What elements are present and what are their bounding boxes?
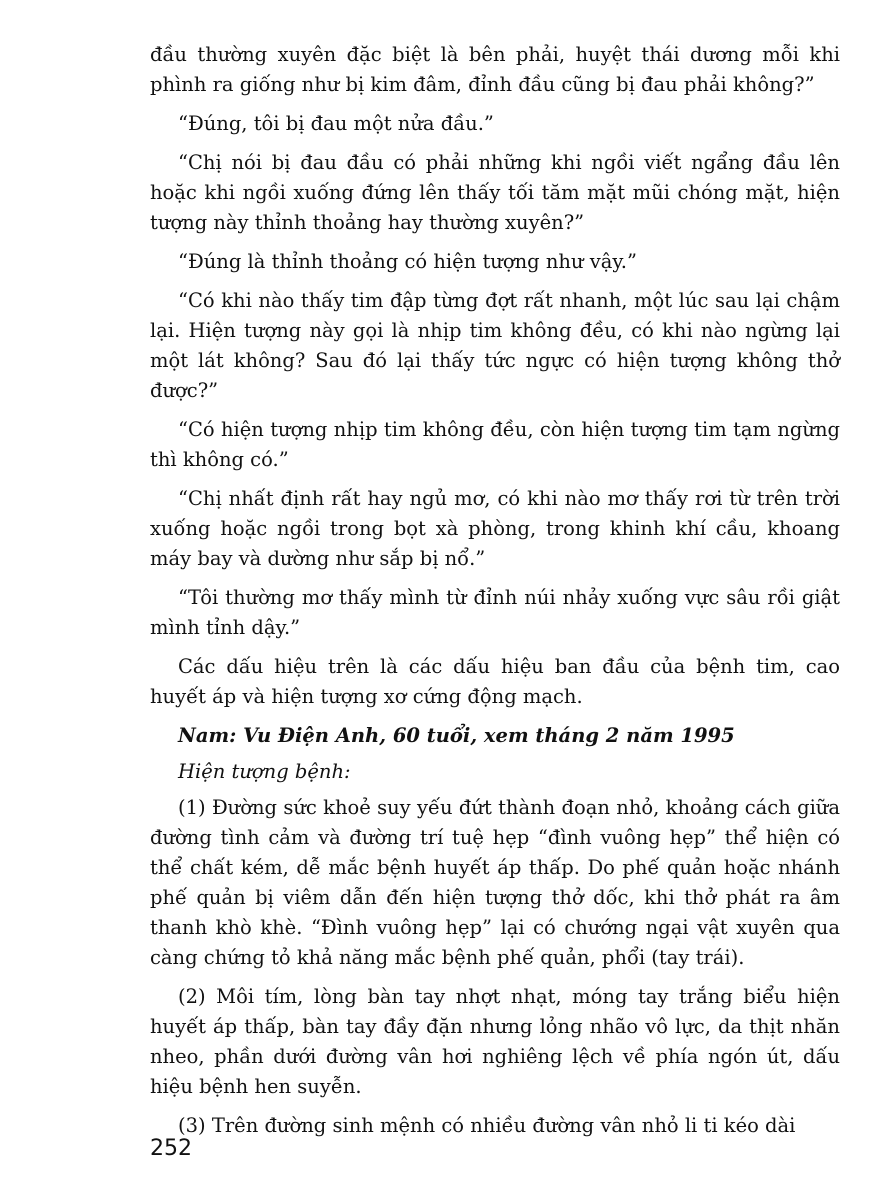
- page-body: [150, 40, 840, 1150]
- list-item: (2) Môi tím, lòng bàn tay nhợt nhạt, móng tay trắng biểu hiện huyết áp thấp, bàn tay đầy đặn nhưng lỏng nhão vô lực, da thịt nhăn nheo, phần dưới đường vân hơi nghiêng lệch về phía ngón út, dấu hiệu bệnh hen suyễn.: [150, 985, 840, 1098]
- section-subheading: Hiện tượng bệnh:: [178, 760, 351, 783]
- case-heading: Nam: Vu Điện Anh, 60 tuổi, xem tháng 2 năm 1995: [178, 724, 735, 747]
- paragraph: “Đúng, tôi bị đau một nửa đầu.”: [178, 112, 494, 135]
- list-item: (3) Trên đường sinh mệnh có nhiều đường vân nhỏ li ti kéo dài: [178, 1114, 796, 1137]
- paragraph: Các dấu hiệu trên là các dấu hiệu ban đầu của bệnh tim, cao huyết áp và hiện tượng xơ cứng động mạch.: [150, 655, 840, 708]
- paragraph: “Đúng là thỉnh thoảng có hiện tượng như vậy.”: [178, 250, 637, 273]
- paragraph: đầu thường xuyên đặc biệt là bên phải, huyệt thái dương mỗi khi phình ra giống như bị kim đâm, đỉnh đầu cũng bị đau phải không?”: [150, 43, 840, 96]
- page-number: 252: [150, 1136, 192, 1161]
- paragraph: “Tôi thường mơ thấy mình từ đỉnh núi nhảy xuống vực sâu rồi giật mình tỉnh dậy.”: [150, 586, 840, 639]
- paragraph: “Có khi nào thấy tim đập từng đợt rất nhanh, một lúc sau lại chậm lại. Hiện tượng này gọi là nhịp tim không đều, có khi nào ngừng lại một lát không? Sau đó lại thấy tức ngực có hiện tượng không thở được?”: [150, 289, 840, 402]
- paragraph: “Có hiện tượng nhịp tim không đều, còn hiện tượng tim tạm ngừng thì không có.”: [150, 418, 840, 471]
- paragraph: “Chị nhất định rất hay ngủ mơ, có khi nào mơ thấy rơi từ trên trời xuống hoặc ngồi trong bọt xà phòng, trong khinh khí cầu, khoang máy bay và dường như sắp bị nổ.”: [150, 487, 840, 570]
- list-item: (1) Đường sức khoẻ suy yếu đứt thành đoạn nhỏ, khoảng cách giữa đường tình cảm và đường trí tuệ hẹp “đình vuông hẹp” thể hiện có thể chất kém, dễ mắc bệnh huyết áp thấp. Do phế quản hoặc nhánh phế quản bị viêm dẫn đến hiện tượng thở dốc, khi thở phát ra âm thanh khò khè. “Đình vuông hẹp” lại có chướng ngại vật xuyên qua càng chứng tỏ khả năng mắc bệnh phế quản, phổi (tay trái).: [150, 796, 840, 969]
- paragraph: “Chị nói bị đau đầu có phải những khi ngồi viết ngẩng đầu lên hoặc khi ngồi xuống đứng lên thấy tối tăm mặt mũi chóng mặt, hiện tượng này thỉnh thoảng hay thường xuyên?”: [150, 151, 840, 234]
